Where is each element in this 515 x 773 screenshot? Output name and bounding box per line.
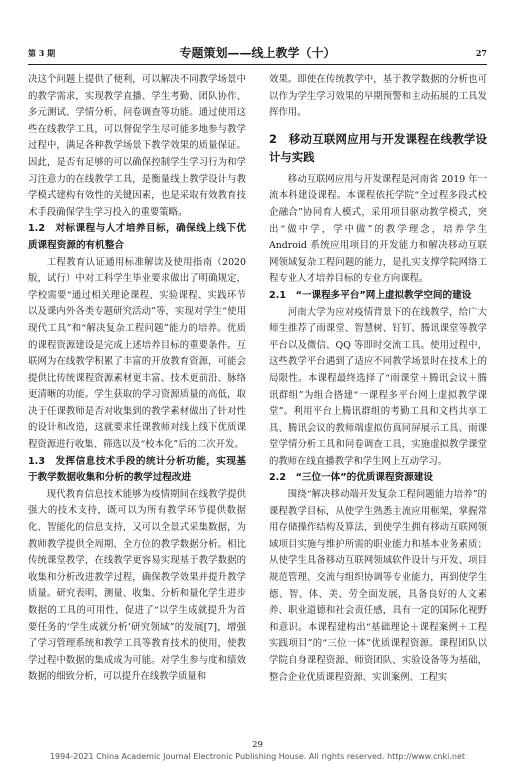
header-page-number: 27 — [475, 48, 487, 58]
paragraph: 工程教育认证通用标准解读及使用指南（2020 版，试行）中对工科学生毕业要求做出了明确规定，学校需要“通过相关理论课程、实验课程、实践环节以及课内外各类专题研究活动”等，实现对学生“使用现代工具”和“解决复杂工程问题”能力的培养。优质的课程资源建设是完成上述培养目标的重要条件。互联网为在线教学积累了丰富的开放教育资源，可能会提供比传统课程资源素材更丰富、技术更前沿、脉络更清晰的功能。学生获取的学习资源质量的高低，取决于任课教师是否对收集到的教学素材做出了针对性的设计和改造，这就要求任课教师对线上线下优质课程资源进行收集、筛选以及“校本化”后的二次开发。 — [28, 256, 246, 451]
right-column — [269, 72, 487, 738]
copyright-notice: 1994-2021 China Academic Journal Electronic Publishing House. All rights reserved. http://www.cnki.net — [49, 752, 466, 761]
paragraph: 移动互联网应用与开发课程是河南省 2019 年一流本科建设课程。本课程依托学院“全过程多段式校企融合”协同育人模式，采用项目驱动教学模式，突出“做中学，学中做”的教学理念，培养学生 Android 系统应用项目的开发能力和解决移动互联网领域复杂工程问题的能力，是扎实支撑学院网络工程专业人才培养目标的专业方向课程。 — [269, 173, 487, 285]
section-heading-2: 2 移动互联网应用与开发课程在线教学设计与实践 — [269, 131, 487, 164]
left-column — [28, 72, 246, 738]
section-heading-1-3: 1.3 发挥信息技术手段的统计分析功能，实现基于教学数据收集和分析的教学过程改进 — [28, 455, 246, 484]
section-heading-1-2: 1.2 对标课程与人才培养目标，确保线上线下优质课程资源的有机整合 — [28, 223, 246, 251]
page-number: 29 — [252, 740, 263, 750]
paragraph: 围绕“解决移动端开发复杂工程问题能力培养”的课程教学目标，从使学生熟悉主流应用框架，掌握常用存储操作结构及算法，到使学生拥有移动互联网领域项目实施与维护所需的职业能力和基本业务素质；从使学生具备移动互联网领域软件设计与开发、项目规范管理、交流与组织协调等专业能力，再到使学生德、智、体、美、劳全面发展，具备良好的人文素养、职业道德和社会责任感，具有一定的国际化视野和意识。本课程建构出“基础理论＋课程案例＋工程实践项目”的“三位一体”优质课程资源。课程团队以学院自身课程资源、师资团队、实验设备等为基础，整合企业优质课程资源、实训案例、工程实 — [269, 489, 487, 683]
issue-label: 第 3 期 — [28, 48, 56, 58]
running-header — [28, 44, 487, 62]
paragraph: 决这个问题上提供了便利，可以解决不同教学场景中的教学需求，实现教学直播、学生考勤、团队协作、多元测试、学情分析、问卷调查等功能。通过使用这些在线教学工具，可以督促学生尽可能多地参与教学过程中，满足各种教学场景下教学效果的质量保证。因此，是否有足够的可以确保控制学生学习行为和学习注意力的在线教学工具，是衡量线上教学设计与教学模式建构有效性的关键因素，也是采取有效教育技术手段确保学生学习投入的重要策略。 — [28, 74, 246, 218]
section-heading-2-1: 2.1 “一课程多平台”网上虚拟教学空间的建设 — [269, 289, 472, 301]
paragraph: 效果。即使在传统教学中，基于教学数据的分析也可以作为学生学习效果的早期预警和主动拓展的工具发挥作用。 — [269, 74, 487, 119]
paragraph: 现代教育信息技术能够为疫情期间在线教学提供强大的技术支持，既可以为所有教学环节提供数据化、智能化的信息支持，又可以全景式采集数据，为教师教学提供全周期、全方位的教学数据分析。相比传统课堂教学，在线教学更容易实现基于教学数据的收集和分析改进教学过程，确保教学效果并提升教学质量。研究表明，测量、收集、分析和量化学生进步数据的工具的可用性，促进了“以学生成就提升为首要任务的‘学生成就分析’研究领域”的发展[7]，增强了学习管理系统和教学工具等教育技术的使用，使教学过程中数据的集成成为可能。对学生参与度和绩效数据的细致分析，可以提升在线教学质量和 — [28, 488, 246, 683]
paragraph: 河南大学为应对疫情背景下的在线教学，给广大师生推荐了雨课堂、智慧树、钉钉、腾讯课堂等教学平台以及微信、QQ 等即时交流工具。使用过程中，这些教学平台遇到了适应不同教学场景时在技术上的局限性。本课程最终选择了“雨课堂＋腾讯会议＋腾讯群组”为组合搭建“一课程多平台网上虚拟教学课堂”。利用平台上腾讯群组的考勤工具和文档共享工具、腾讯会议的教师端虚拟仿真同屏展示工具、雨课堂学情分析工具和问卷调查工具，实施虚拟教学课堂的教师在线直播教学和学生网上互动学习。 — [269, 306, 487, 467]
header-rule — [28, 64, 487, 65]
column-title: 专题策划——线上教学（十） — [179, 46, 336, 60]
section-heading-2-2: 2.2 “三位一体”的优质课程资源建设 — [269, 472, 433, 484]
